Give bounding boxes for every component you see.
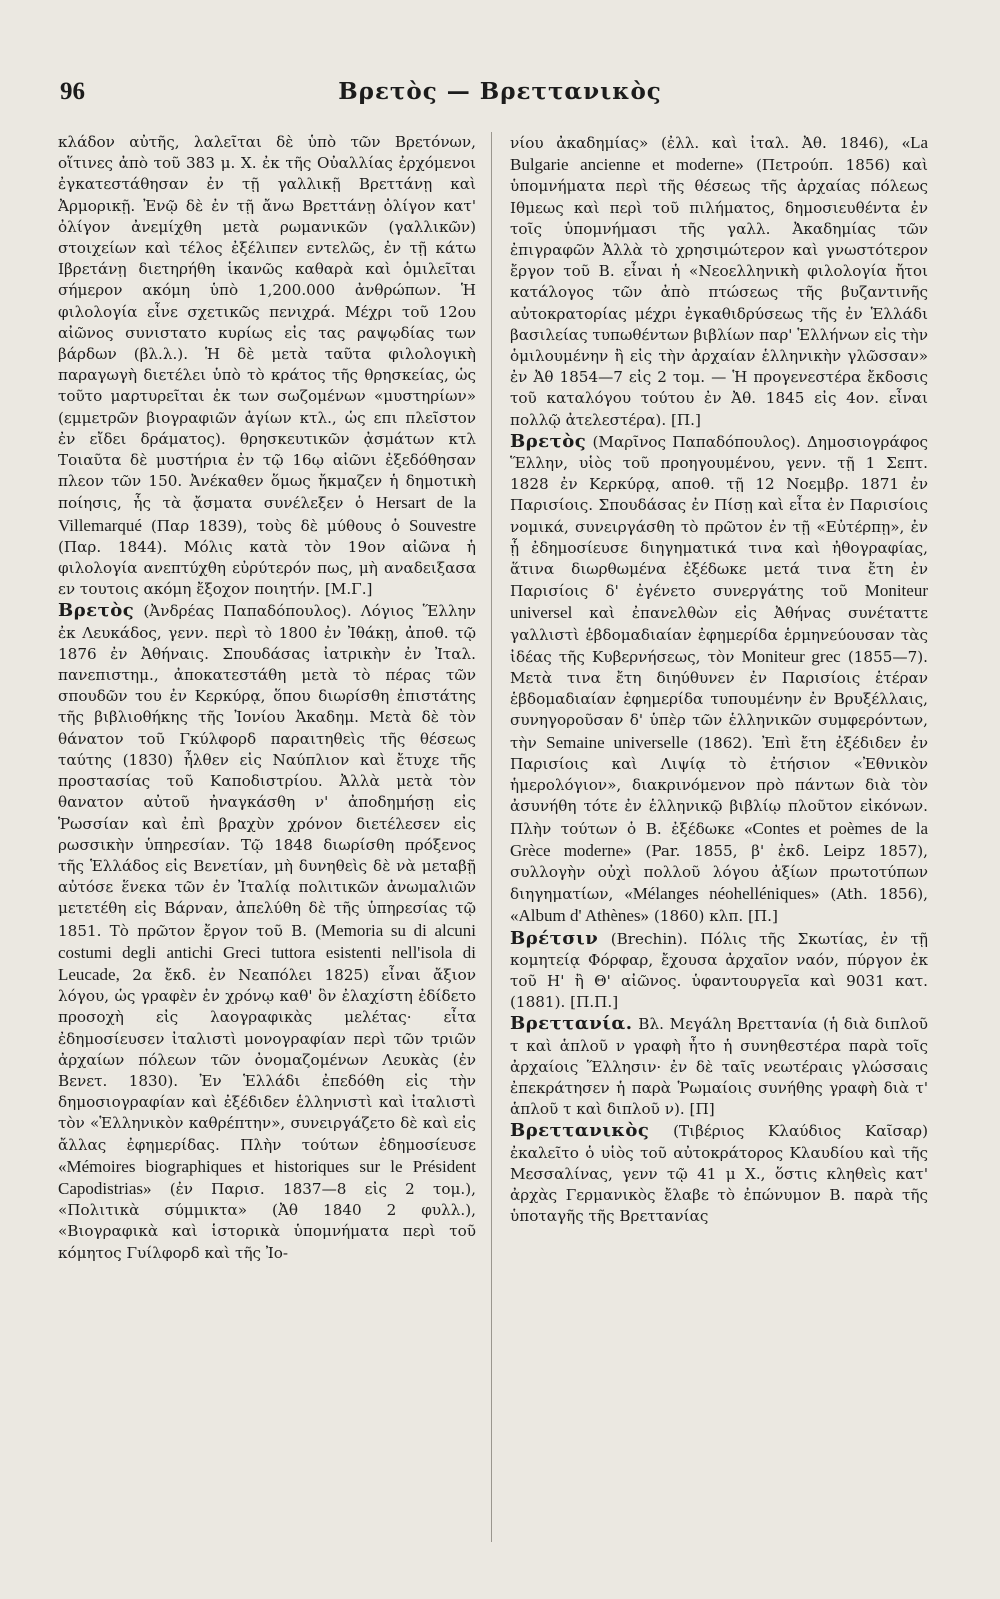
entry-text: (Par. 1855, β' ἐκδ. Leipz 1857), συλλογὴν οὐχὶ πολλοῦ λόγου ἀξίων πρωτοτύπων διηγηματίων, (510, 841, 928, 904)
latin-text: «La Bulgarie ancienne et moderne» (510, 133, 928, 175)
entry-text: Βλ. Μεγάλη Βρεττανία (ἡ διὰ διπλοῦ τ καὶ ἁπλοῦ ν γραφὴ ἦτο ἡ συνηθεστέρα παρὰ τοῖς ἀρχαίοις Ἕλλησιν· ἐν δὲ ταῖς νεωτέραις γλώσσαις ἐπεκράτησεν ἡ παρὰ Ῥωμαίοις συνήθης γραφὴ διὰ τ' ἁπλοῦ τ καὶ διπλοῦ ν). [Π] (510, 1015, 929, 1119)
latin-text: «Contes et poèmes de la Grèce moderne» (510, 818, 929, 860)
latin-text: «Mélanges néohelléniques» (624, 884, 820, 904)
latin-text: Hersart de la Villemarqué (58, 493, 476, 535)
entry-text: (Πετρούπ. 1856) καὶ ὑπομνήματα περὶ τῆς θέσεως τῆς ἀρχαίας πόλεως Ιθμεως καὶ περὶ τοῦ πιλήματος, δημοσιευθέντα ἐν τοῖς ὑπομνήμασι τῆς γαλλ. Ἀκαδημίας τῶν ἐπιγραφῶν Ἀλλὰ τὸ χρησιμώτερον καὶ γνωστότερον ἔργον τοῦ Β. εἶναι ἡ «Νεοελληνικὴ φιλολογία ἤτοι κατάλογος τῶν ἀπὸ πτώσεως τῆς βυζαντινῆς αὐτοκρατορίας μέχρι ἐγκαθιδρύσεως τῆς ἐν Ἑλλάδι βασιλείας τυπωθέντων βιβλίων παρ' Ἑλλήνων εἰς τὴν ὁμιλουμένην ἢ εἰς τὴν ἀρχαίαν ἑλληνικὴν γλῶσσαν» ἐν Ἀθ 1854—7 εἰς 2 τομ. — Ἡ προγενεστέρα ἔκδοσις τοῦ καταλόγου τούτου ἐν Ἀθ. 1845 εἰς 4ον. εἶναι πολλῷ ἀτελεστέρα). [Π.] (510, 156, 929, 429)
entry-text: (1862). Ἐπὶ ἔτη ἐξέδιδεν ἐν Παρισίοις καὶ Λιψίᾳ τὸ ἐτήσιον «Ἐθνικὸν ἡμερολόγιον», διακρινόμενον πρὸ πάντων διὰ τὸν ἀσυνήθη τότε ἐν ἑλληνικῷ βιβλίῳ πλοῦτον εἰκόνων. Πλὴν τούτων ὁ Β. ἐξέδωκε (510, 733, 928, 838)
latin-text: (Memoria su di alcuni costumi degli antichi Greci tuttora esistenti nell'isola di Leucade, (58, 920, 476, 984)
entry-text: κλάδον αὐτῆς, λαλεῖται δὲ ὑπὸ τῶν Βρετόνων, οἵτινες ἀπὸ τοῦ 383 μ. Χ. ἐκ τῆς Οὐαλλίας ἐρχόμενοι ἐγκατεστάθησαν ἐν τῇ γαλλικῇ Βρεττάνῃ καὶ Ἀρμορικῇ. Ἐνῷ δὲ ἐν τῇ ἄνω Βρεττάνῃ ὀλίγον κατ' ὀλίγον ἀνεμίχθη μετὰ ρωμανικῶν (γαλλικῶν) στοιχείων καὶ τέλος ἐξέλιπεν εντελῶς, ἐν τῇ κάτω Ιβρετάνῃ διετηρήθη ἱκανῶς καθαρὰ καὶ ὁμιλεῖται σήμερον ακόμη ὑπὸ 1,200.000 ἀνθρώπων. Ἡ φιλολογία εἶνε σχετικῶς πενιχρά. Μέχρι τοῦ 12ου αἰῶνος συνιστατο κυρίως εἰς τας ραψῳδίας των βάρδων (βλ.λ.). Ἡ δὲ μετὰ ταῦτα φιλολογικὴ παραγωγὴ διετέλει ὑπὸ τὸ κράτος τῆς θρησκείας, ὡς τοῦτο μαρτυρεῖται ἐκ των σωζομένων «μυστηρίων» (εμμετρῶν βιογραφιῶν ἁγίων κτλ., ὡς επι πλεῖστον ἐν εἴδει δράματος). θρησκευτικῶν ᾀσμάτων κτλ Τοιαῦτα δὲ μυστήρια ἐν τῷ 16ῳ αἰῶνι ἐξεδόθησαν πλεον τῶν 150. Ἀνέκαθεν ὅμως ἤκμαζεν ἡ δημοτικὴ ποίησις, ἧς τὰ ᾄσματα συνέλεξεν ὁ (58, 133, 476, 513)
entry-headword: Βρετὸς (510, 430, 587, 452)
entry-text: (Παρ. 1844). Μόλις κατὰ τὸν 19ον αἰῶνα ἡ φιλολογία ανεπτύχθη εὐρύτερόν πως, μὴ αναδειξασα εν τουτοις ακόμη ἔξοχον ποιητήν. [Μ.Γ.] (58, 537, 476, 599)
entry-text: (1860) κλπ. [Π.] (653, 907, 778, 926)
latin-text: «Album d' Athènes» (510, 906, 650, 926)
entry-text: καὶ ἐπανελθὼν εἰς Ἀθήνας συνέταττε γαλλιστὶ ἑβδομαδιαίαν ἐφημερίδα ἑρμηνεύουσαν τὰς ἰδέας τῆς Κυβερνήσεως, τὸν (510, 604, 928, 666)
page-number: 96 (60, 78, 85, 105)
entry-text: (ἐν Παρισ. 1837—8 εἰς 2 τομ.), «Πολιτικὰ σύμμικτα» (Ἀθ 1840 2 φυλλ.), «Βιογραφικὰ καὶ ἱστορικὰ ὑπομνήματα περὶ τοῦ κόμητος Γυίλφορδ καὶ τῆς Ἰο- (58, 1179, 476, 1262)
page-header (60, 78, 940, 118)
column-divider (491, 132, 492, 1542)
left-column (58, 132, 476, 1264)
latin-text: «Mémoires biographiques et historiques sur le Président Capodistrias» (58, 1156, 476, 1198)
entry-text: 2α ἔκδ. ἐν Νεαπόλει 1825) εἶναι ἄξιον λόγου, ὡς γραφὲν ἐν χρόνῳ καθ' ὃν ἐλαχίστη ἐδίδετο προσοχὴ εἰς λαογραφικὰς μελέτας· εἶτα ἐδημοσίευσεν ἰταλιστὶ μονογραφίαν περὶ τῶν τριῶν ἀρχαίων πόλεων τῶν ὀνομαζομένων Λευκὰς (ἐν Βενετ. 1830). Ἐν Ἑλλάδι ἐπεδόθη εἰς τὴν δημοσιογραφίαν καὶ ἐξέδιδεν ἑλληνιστὶ καὶ ἰταλιστὶ τὸν «Ἑλληνικὸν καθρέπτην», συνειργάζετο δὲ καὶ εἰς ἄλλας ἐφημερίδας. Πλὴν τούτων ἐδημοσίευσε (58, 965, 476, 1154)
right-column (510, 132, 928, 1227)
entry-headword: Βρέτσιν (510, 927, 599, 949)
entry-text: νίου ἀκαδημίας» (ἐλλ. καὶ ἰταλ. Ἀθ. 1846), (510, 134, 889, 152)
entry-headword: Βρεττανία. (510, 1013, 633, 1035)
entry-bretos-andreas (58, 600, 476, 1263)
entry-text: (Τιβέριος Κλαύδιος Καῖσαρ) ἐκαλεῖτο ὁ υἱὸς τοῦ αὐτοκράτορος Κλαυδίου καὶ τῆς Μεσσαλίνας, γενν τῷ 41 μ Χ., ὅστις κληθεὶς κατ' ἀρχὰς Γερμανικὸς ἔλαβε τὸ ἐπώνυμον Β. παρὰ τῆς ὑποταγῆς τῆς Βρεττανίας (510, 1122, 928, 1226)
entry-text: (1855—7). Μετὰ τινα ἔτη διηύθυνεν ἐν Παρισίοις ἑτέραν ἑβδομαδιαίαν ἐφημερίδα τυπουμένην ἐν Βρυξέλλαις, συνηγοροῦσαν δ' ὑπὲρ τῶν ἑλληνικῶν συμφερόντων, τὴν (510, 647, 928, 752)
entry-text: (Ἀνδρέας Παπαδόπουλος). Λόγιος Ἕλλην ἐκ Λευκάδος, γενν. περὶ τὸ 1800 ἐν Ἰθάκῃ, ἀποθ. τῷ 1876 ἐν Ἀθήναις. Σπουδάσας ἰατρικὴν ἐν Ἰταλ. πανεπιστημ., ἀποκατεστάθη μετὰ τὸ πέρας τῶν σπουδῶν του ἐν Κερκύρᾳ, ὅπου διωρίσθη ἐπιστάτης τῆς βιβλιοθήκης τῆς Ἰονίου Ἀκαδημ. Μετὰ δὲ τὸν θάνατον τοῦ Γκύλφορδ παραιτηθεὶς τῆς θέσεως ταύτης (1830) ἦλθεν εἰς Ναύπλιον καὶ ἔτυχε τῆς προστασίας τοῦ Καποδιστρίου. Ἀλλὰ μετὰ τὸν θανατον αὐτοῦ ἠναγκάσθη ν' ἀποδημήσῃ εἰς Ῥωσσίαν καὶ ἐπὶ βραχὺν χρόνον διετέλεσεν εἰς ρωσσικὴν ὑπηρεσίαν. Τῷ 1848 διωρίσθη πρόξενος τῆς Ἑλλάδος εἰς Βενετίαν, μὴ δυνηθεὶς δὲ νὰ μεταβῇ αὐτόσε ἕνεκα τῶν ἐν Ἰταλίᾳ πολιτικῶν ἀνωμαλιῶν μετετέθη εἰς Βάρναν, ἀπελύθη δὲ τῆς ὑπηρεσίας τῷ 1851. Τὸ πρῶτον ἔργον τοῦ Β. (58, 602, 476, 940)
latin-text: Moniteur grec (741, 646, 841, 666)
entry-text: (Ath. 1856), (830, 885, 929, 904)
entry-continuation (510, 132, 928, 431)
running-head: Βρετὸς — Βρεττανικὸς (338, 78, 662, 105)
latin-text: Souvestre (408, 515, 477, 535)
entry-text: (Παρ 1839), τοὺς δὲ μύθους ὁ (150, 516, 401, 535)
entry-headword: Βρετὸς (58, 600, 135, 622)
latin-text: Semaine universelle (546, 732, 689, 752)
entry-bretsin (510, 928, 928, 1014)
latin-text: Moniteur universel (510, 581, 928, 623)
entry-headword: Βρεττανικὸς (510, 1120, 650, 1142)
entry-text: (Μαρῖνος Παπαδόπουλος). Δημοσιογράφος Ἕλλην, υἱὸς τοῦ προηγουμένου, γενν. τῇ 1 Σεπτ. 1828 ἐν Κερκύρᾳ, αποθ. τῇ 12 Νοεμβρ. 1871 ἐν Παρισίοις. Σπουδάσας ἐν Πίσῃ καὶ εἶτα ἐν Παρισίοις νομικά, συνειργάσθη τὸ πρῶτον ἐν τῇ «Εὐτέρπῃ», ἐν ᾗ ἐδημοσίευσε διηγηματικά τινα καὶ ἠθογραφίας, ἅτινα διωρθωμένα ἐξέδωκε μετά τινα ἔτη ἐν Παρισίοις δ' ἐγένετο συνεργάτης τοῦ (510, 432, 928, 601)
entry-bretos-marinos (510, 431, 928, 928)
entry-continuation (58, 132, 476, 600)
entry-text: (Brechin). Πόλις τῆς Σκωτίας, ἐν τῇ κομητείᾳ Φόρφαρ, ἔχουσα ἀρχαῖον ναόν, πύργον ἐκ τοῦ Η' ἢ Θ' αἰῶνος. ὑφαντουργεῖα καὶ 9031 κατ. (1881). [Π.Π.] (510, 929, 929, 1012)
entry-brettanikos (510, 1120, 928, 1227)
entry-brettania (510, 1013, 928, 1120)
